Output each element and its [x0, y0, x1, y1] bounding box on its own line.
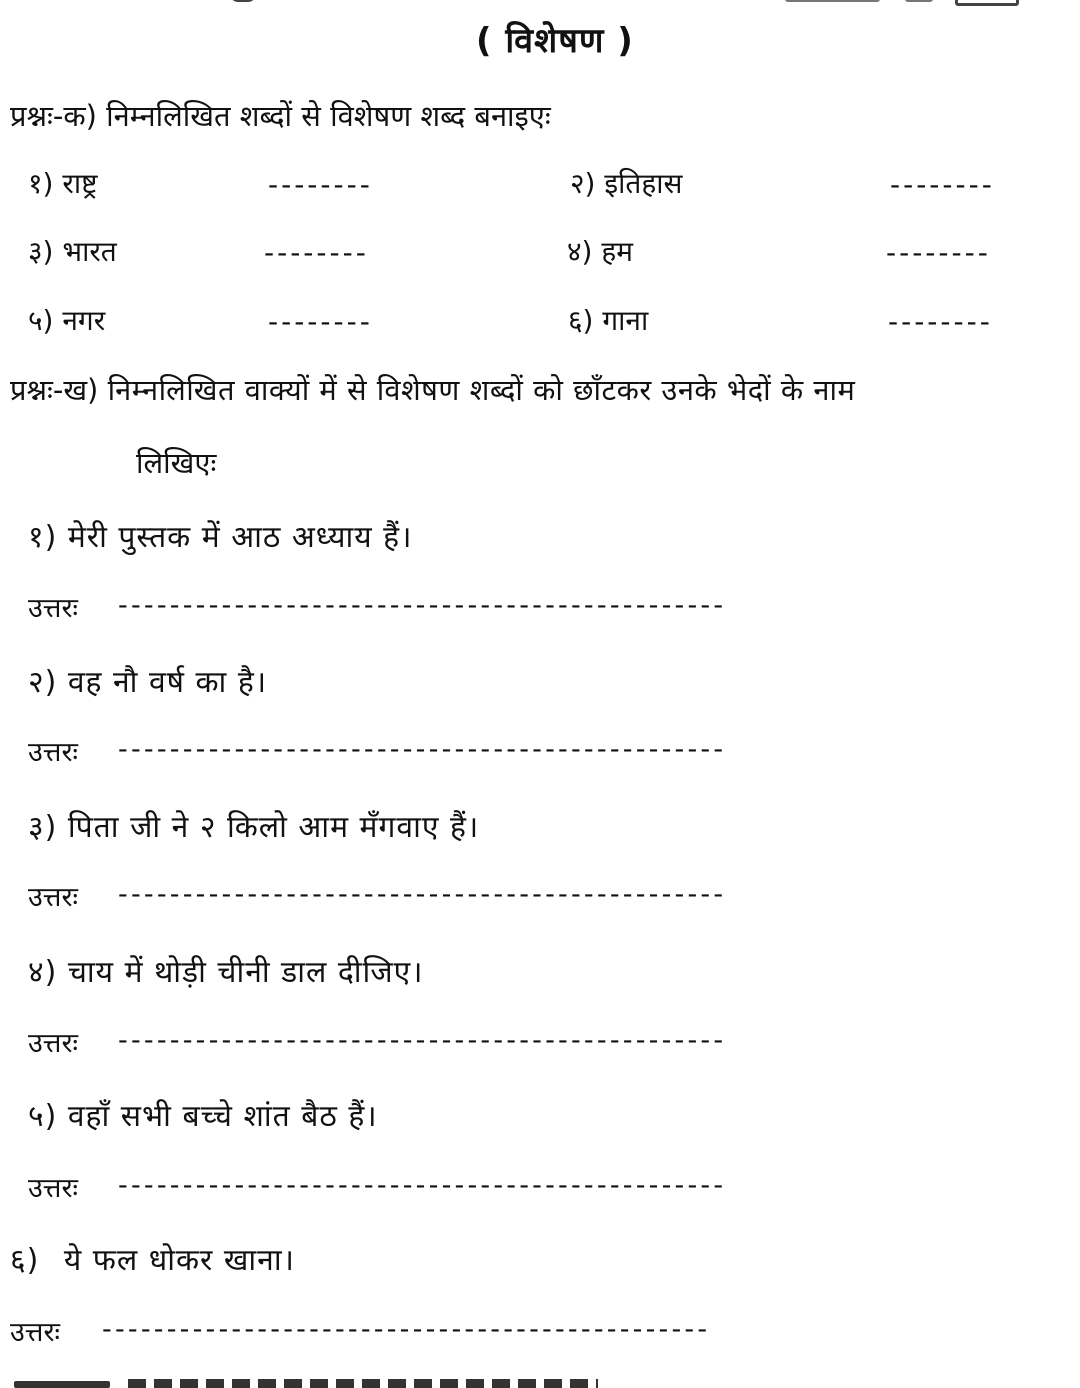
answer-line[interactable]: -----------------------------------------------: [102, 1314, 711, 1345]
item-word: हम: [601, 235, 634, 268]
word-item: [567, 232, 633, 270]
question-kha: [10, 370, 855, 409]
answer-blank[interactable]: --------: [886, 236, 991, 269]
answer-label: उत्तरः: [28, 882, 78, 913]
sentence: [28, 660, 267, 701]
item-word: नगर: [62, 304, 106, 337]
answer-line[interactable]: -----------------------------------------------: [118, 1025, 727, 1056]
answer-label: उत्तरः: [28, 1028, 78, 1059]
page-title: ( विशेषण ): [476, 21, 634, 61]
word-item: [28, 301, 105, 339]
word-item: [28, 164, 97, 202]
sentence-text: ये फल धोकर खाना।: [63, 1243, 295, 1278]
answer-label: उत्तरः: [28, 737, 78, 768]
sentence: [28, 1094, 378, 1135]
item-word: भारत: [62, 235, 117, 268]
question-ka-text: निम्नलिखित शब्दों से विशेषण शब्द बनाइएः: [106, 99, 551, 133]
answer-blank[interactable]: --------: [890, 168, 995, 201]
sentence-number: ६): [10, 1243, 40, 1278]
item-number: १): [28, 167, 54, 200]
question-kha-text: निम्नलिखित वाक्यों में से विशेषण शब्दों को छाँटकर उनके भेदों के नाम: [107, 373, 856, 407]
question-kha-label: प्रश्नः-ख): [10, 373, 99, 407]
cropped-top-mark: [905, 0, 933, 2]
answer-label: उत्तरः: [10, 1317, 60, 1348]
item-number: ३): [28, 235, 54, 268]
sentence: [28, 515, 412, 556]
word-item: [568, 301, 648, 339]
sentence-text: मेरी पुस्तक में आठ अध्याय हैं।: [67, 520, 413, 555]
sentence-text: पिता जी ने २ किलो आम मँगवाए हैं।: [67, 810, 480, 845]
item-number: ६): [568, 304, 594, 337]
sentence: [28, 805, 479, 846]
question-ka: [10, 96, 551, 135]
answer-line[interactable]: -----------------------------------------------: [118, 879, 727, 910]
cropped-top-mark: [230, 0, 256, 2]
cropped-top-mark: [955, 0, 1019, 6]
answer-line[interactable]: -----------------------------------------------: [118, 1170, 727, 1201]
item-word: इतिहास: [604, 167, 683, 200]
word-item: [28, 232, 117, 270]
answer-blank[interactable]: --------: [888, 305, 993, 338]
question-kha-text-cont: लिखिएः: [136, 446, 217, 480]
word-item: [570, 164, 682, 202]
sentence-number: २): [28, 665, 58, 700]
cropped-top-mark: [785, 0, 880, 2]
sentence-number: ५): [28, 1099, 58, 1134]
answer-label: उत्तरः: [28, 593, 78, 624]
answer-label: उत्तरः: [28, 1173, 78, 1204]
answer-line[interactable]: -----------------------------------------------: [118, 590, 727, 621]
item-word: राष्ट्र: [62, 167, 98, 200]
item-number: ४): [567, 235, 593, 268]
answer-blank[interactable]: --------: [264, 236, 369, 269]
item-number: २): [570, 167, 596, 200]
sentence-text: वह नौ वर्ष का है।: [67, 665, 268, 700]
sentence-number: ४): [28, 955, 58, 990]
sentence-number: ३): [28, 810, 58, 845]
sentence-text: चाय में थोड़ी चीनी डाल दीजिए।: [67, 955, 424, 990]
sentence-text: वहाँ सभी बच्चे शांत बैठ हैं।: [67, 1099, 378, 1134]
sentence: [28, 950, 424, 991]
answer-line[interactable]: -----------------------------------------------: [118, 734, 727, 765]
sentence-number: १): [28, 520, 58, 555]
cropped-bottom-text: [128, 1379, 598, 1388]
item-word: गाना: [602, 304, 649, 337]
answer-blank[interactable]: --------: [268, 305, 373, 338]
sentence: [10, 1238, 295, 1279]
item-number: ५): [28, 304, 54, 337]
cropped-bottom-text: [14, 1381, 110, 1388]
answer-blank[interactable]: --------: [268, 168, 373, 201]
question-ka-label: प्रश्नः-क): [10, 99, 97, 133]
